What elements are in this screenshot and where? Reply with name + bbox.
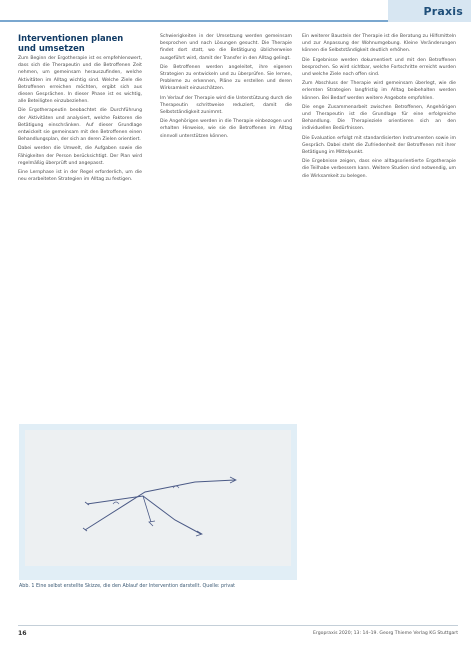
paragraph: Die enge Zusammenarbeit zwischen Betroffenen, Angehörigen und Therapeutin ist die Grundlage für eine erfolgreiche Behandlung. Die Therapieziele orientieren sich an den individuellen Bedürfnissen. [302, 104, 456, 132]
figure-panel [19, 424, 297, 580]
paragraph: Zum Abschluss der Therapie wird gemeinsam überlegt, wie die erlernten Strategien langfristig im Alltag beibehalten werden können. Bei Bedarf werden weitere Angebote empfohlen. [302, 81, 456, 101]
footer-citation: Ergopraxis 2020; 13: 14–19. Georg Thieme Verlag KG Stuttgart [313, 631, 458, 636]
paragraph: Die Angehörigen werden in die Therapie einbezogen und erhalten Hinweise, wie sie die Betroffenen im Alltag sinnvoll unterstützen können. [160, 119, 292, 139]
text-column-2 [160, 33, 292, 423]
section-label: Praxis [423, 4, 463, 18]
paragraph: Die Ergebnisse zeigen, dass eine alltagsorientierte Ergotherapie die Teilhabe verbessern kann. Weitere Studien sind notwendig, um die Wirksamkeit zu belegen. [302, 159, 456, 179]
paragraph: Dabei werden die Umwelt, die Aufgaben sowie die Fähigkeiten der Person berücksichtigt. Der Plan wird regelmäßig überprüft und angepasst. [18, 146, 142, 166]
footer-rule [18, 625, 458, 626]
paragraph: Die Evaluation erfolgt mit standardisierten Instrumenten sowie im Gespräch. Dabei steht die Zufriedenheit der Betroffenen mit ihrer Betätigung im Mittelpunkt. [302, 135, 456, 156]
page-header [0, 0, 471, 22]
paragraph: Die Betroffenen werden angeleitet, ihre eigenen Strategien zu entwickeln und zu überprüfen. Sie lernen, Probleme zu erkennen, Pläne zu erstellen und deren Wirksamkeit einzuschätzen. [160, 64, 292, 92]
header-rule [0, 20, 388, 22]
paragraph: Eine Lernphase ist in der Regel erforderlich, um die neu erarbeiteten Strategien im Alltag zu festigen. [18, 170, 142, 183]
paragraph: Im Verlauf der Therapie wird die Unterstützung durch die Therapeutin schrittweise reduziert, damit die Selbstständigkeit zunimmt. [160, 95, 292, 116]
paragraph: Ein weiterer Baustein der Therapie ist die Beratung zu Hilfsmitteln und zur Anpassung der Wohnumgebung. Kleine Veränderungen können die Selbstständigkeit deutlich erhöhen. [302, 34, 456, 54]
text-column-3 [302, 33, 456, 615]
paragraph: Die Ergebnisse werden dokumentiert und mit den Betroffenen besprochen. So wird sichtbar, welche Fortschritte erreicht wurden und welche Ziele noch offen sind. [302, 57, 456, 78]
paragraph: Die Ergotherapeutin beobachtet die Durchführung der Aktivitäten und analysiert, welche Faktoren die Betätigung einschränken. Auf dieser Grundlage entwickelt sie gemeinsam mit den Betroffenen einen Behandlungsplan, der sich an deren Zielen orientiert. [18, 108, 142, 143]
figure-caption: Abb. 1 Eine selbst erstellte Skizze, die den Ablauf der Intervention darstellt. Quelle: privat [19, 584, 236, 589]
paragraph: Schwierigkeiten in der Umsetzung werden gemeinsam besprochen und nach Lösungen gesucht. Die Therapie findet dort statt, wo die Betätigung üblicherweise ausgeführt wird, damit der Transfer in den Alltag gelingt. [160, 34, 292, 61]
hand-drawn-sketch [25, 430, 291, 566]
figure-image [25, 430, 291, 566]
page-number: 16 [18, 630, 27, 637]
paragraph: Zum Beginn der Ergotherapie ist es empfehlenswert, dass sich die Therapeutin und die Betroffenen Zeit nehmen, um gemeinsam herauszufinden, welche Aktivitäten im Alltag wichtig sind. Welche Ziele die Betroffenen erreichen möchten, ergibt sich aus diesen Gesprächen. In dieser Phase ist es wichtig, alle Beteiligten einzubeziehen. [18, 56, 142, 105]
section-tab [388, 0, 471, 22]
text-column-1 [18, 33, 142, 423]
section-heading: Interventionen planen und umsetzen [18, 33, 124, 53]
